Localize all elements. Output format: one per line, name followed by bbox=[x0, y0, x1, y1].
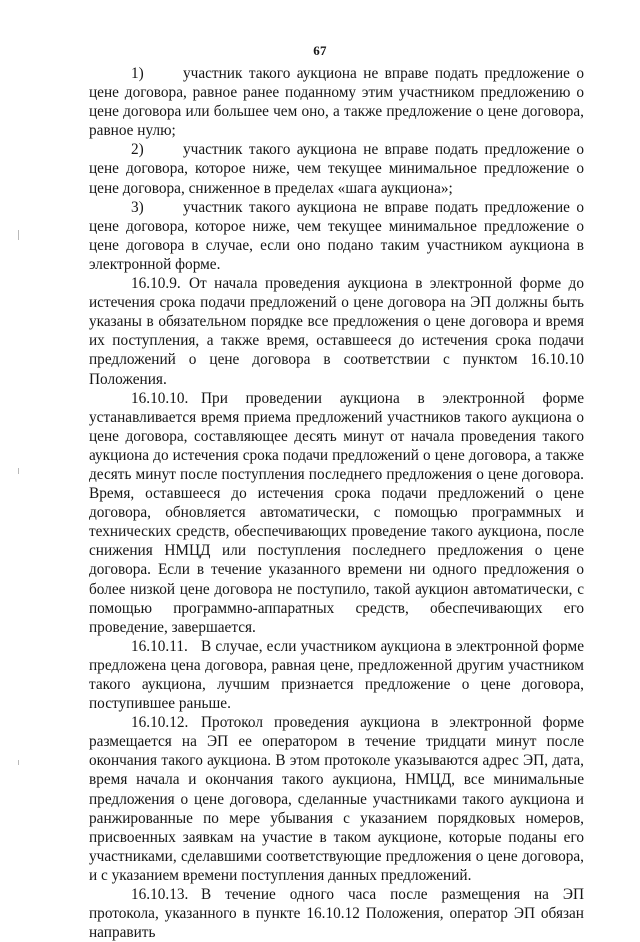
clause-text: В течение одного часа после размещения на ЭП протокола, указанного в пункте 16.10.12 Положения, оператор ЭП обязан направить bbox=[89, 886, 584, 942]
margin-mark bbox=[18, 468, 19, 474]
clause-16-10-10 bbox=[89, 389, 584, 637]
clause-number: 16.10.13. bbox=[131, 886, 189, 904]
list-item-text: участник такого аукциона не вправе подать предложение о цене договора, которое ниже, чем текущее минимальное предложение о цене договора, сниженное в пределах «шага аукциона»; bbox=[89, 141, 584, 197]
clause-number: 16.10.10. bbox=[131, 389, 189, 407]
list-item-3 bbox=[89, 198, 584, 274]
clause-16-10-13 bbox=[89, 885, 584, 942]
clause-16-10-9 bbox=[89, 274, 584, 389]
clause-number: 16.10.12. bbox=[131, 714, 189, 732]
list-item-1 bbox=[89, 64, 584, 140]
clause-text: При проведении аукциона в электронной форме устанавливается время приема предложений участников такого аукциона о цене договора, составляющее десять минут от начала проведения такого аукциона до истечения срока подачи предложений о цене договора, а также десять минут после поступления последнего предложения о цене договора. Время, оставшееся до истечения срока подачи предложений о цене договора, обновляется автоматически, с помощью программных и технических средств, обеспечивающих проведение такого аукциона, после снижения НМЦД или поступления последнего предложения о цене договора. Если в течение указанного времени ни одного предложения о более низкой цене договора не поступило, такой аукцион автоматически, с помощью программно-аппаратных средств, обеспечивающих его проведение, завершается. bbox=[89, 389, 584, 636]
list-item-2 bbox=[89, 140, 584, 197]
page-number: 67 bbox=[313, 43, 327, 58]
list-item-number: 1) bbox=[131, 65, 144, 82]
clause-number: 16.10.11. bbox=[131, 637, 188, 655]
list-item-text: участник такого аукциона не вправе подать предложение о цене договора, которое ниже, чем текущее минимальное предложение о цене договора в случае, если оно подано таким участником аукциона в электронной форме. bbox=[89, 198, 584, 273]
clause-text: В случае, если участником аукциона в электронной форме предложена цена договора, равная цене, предложенной другим участником такого аукциона, лучшим признается предложение о цене договора, поступившее раньше. bbox=[89, 637, 584, 713]
margin-mark bbox=[18, 760, 19, 765]
clause-text: Протокол проведения аукциона в электронной форме размещается на ЭП ее оператором в течение тридцати минут после окончания такого аукциона. В этом протоколе указываются адрес ЭП, дата, время начала и окончания такого аукциона, НМЦД, все минимальные предложения о цене договора, сделанные участниками такого аукциона и ранжированные по мере убывания с указанием порядковых номеров, присвоенных заявкам на участие в таком аукционе, которые поданы его участниками, сделавшими соответствующие предложения о цене договора, и с указанием времени поступления данных предложений. bbox=[89, 714, 584, 884]
clause-16-10-11 bbox=[89, 637, 584, 713]
clause-16-10-12 bbox=[89, 713, 584, 885]
clause-number: 16.10.9. bbox=[131, 275, 181, 293]
clause-text: От начала проведения аукциона в электронной форме до истечения срока подачи предложений о цене договора на ЭП должны быть указаны в обязательном порядке все предложения о цене договора и время их поступления, а также время, оставшееся до истечения срока подачи предложений о цене договора в соответствии с пунктом 16.10.10 Положения. bbox=[89, 275, 584, 388]
list-item-text: участник такого аукциона не вправе подать предложение о цене договора, равное ранее поданному этим участником предложению о цене договора или большее чем оно, а также предложение о цене договора, равное нулю; bbox=[89, 65, 584, 140]
list-item-number: 3) bbox=[131, 198, 144, 216]
list-item-number: 2) bbox=[131, 141, 144, 159]
document-body bbox=[89, 64, 584, 942]
margin-mark bbox=[18, 230, 19, 240]
